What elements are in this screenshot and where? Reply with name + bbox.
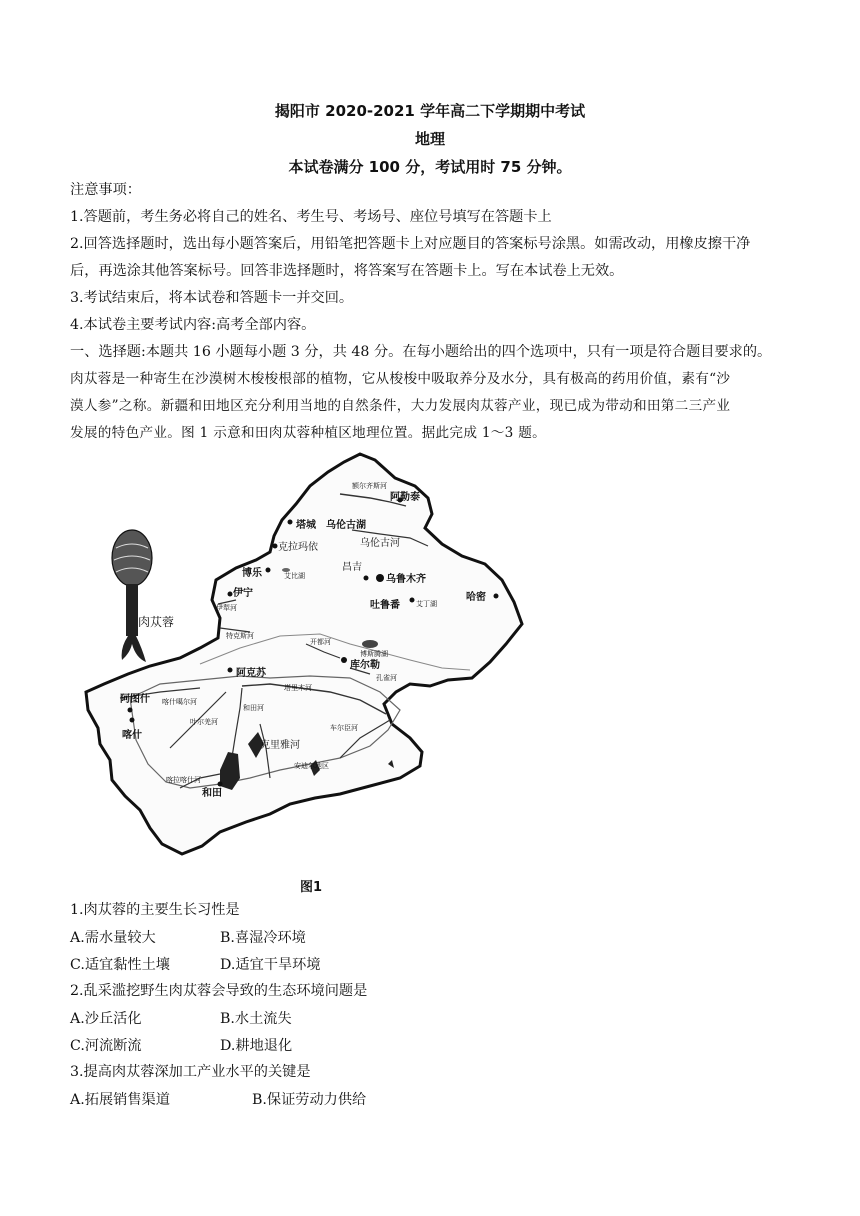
label-karakash: 喀拉喀什河 — [166, 776, 201, 784]
label-andier: 安迪尔地区 — [294, 762, 329, 770]
label-aletai: 阿勒泰 — [390, 492, 420, 503]
label-yili: 伊犁河 — [216, 604, 237, 612]
label-atushi: 阿图什 — [120, 694, 150, 705]
label-kongque: 孔雀河 — [376, 674, 397, 682]
label-aksu: 阿克苏 — [236, 668, 266, 679]
label-urumqi: 乌鲁木齐 — [386, 574, 426, 585]
note-1: 1.答题前，考生务必将自己的姓名、考生号、考场号、座位号填写在答题卡上 — [70, 209, 552, 225]
q3-stem: 3.提高肉苁蓉深加工产业水平的关键是 — [70, 1064, 311, 1080]
label-tekes: 特克斯河 — [226, 632, 254, 640]
q1-option-a: A.需水量较大 — [70, 930, 156, 946]
passage-line-2: 漠人参”之称。新疆和田地区充分利用当地的自然条件，大力发展肉苁蓉产业，现已成为带动和田第二三产业 — [70, 398, 731, 414]
q1-option-c: C.适宜黏性土壤 — [70, 957, 170, 973]
q1-option-d: D.适宜干旱环境 — [220, 957, 321, 973]
q3-option-a: A.拓展销售渠道 — [70, 1092, 170, 1108]
xinjiang-boundary — [86, 454, 522, 854]
q2-option-a: A.沙丘活化 — [70, 1011, 142, 1027]
q1-stem: 1.肉苁蓉的主要生长习性是 — [70, 902, 240, 918]
label-kashgar-river: 喀什噶尔河 — [162, 698, 197, 706]
label-changji: 昌吉 — [342, 562, 362, 573]
q2-stem: 2.乱采滥挖野生肉苁蓉会导致的生态环境问题是 — [70, 983, 368, 999]
q2-option-d: D.耕地退化 — [220, 1038, 293, 1054]
label-korla: 库尔勒 — [350, 660, 380, 671]
note-4: 4.本试卷主要考试内容:高考全部内容。 — [70, 317, 316, 333]
label-aiding: 艾丁湖 — [416, 600, 437, 608]
label-hotan-river: 和田河 — [243, 704, 264, 712]
q1-option-b: B.喜湿冷环境 — [220, 930, 306, 946]
label-keriya: 克里雅河 — [260, 740, 300, 751]
label-bole: 博乐 — [242, 568, 262, 579]
label-aibi: 艾比湖 — [284, 572, 305, 580]
plant-label: 肉苁蓉 — [138, 615, 175, 629]
note-2-line-2: 后，再选涂其他答案标号。回答非选择题时，将答案写在答题卡上。写在本试卷上无效。 — [70, 263, 624, 279]
exam-title: 揭阳市 2020-2021 学年高二下学期期中考试 — [274, 102, 586, 120]
label-kaidu: 开都河 — [310, 638, 331, 646]
label-wulungu-river: 乌伦古河 — [360, 538, 400, 549]
label-ergis: 额尔齐斯河 — [352, 482, 387, 490]
label-bosten: 博斯腾湖 — [360, 650, 388, 658]
cistanche-plant-illustration — [112, 530, 174, 662]
section-heading: 一、选择题:本题共 16 小题每小题 3 分，共 48 分。在每小题给出的四个选项中，只有一项是符合题目要求的。 — [70, 344, 772, 360]
label-yarkand: 叶尔羌河 — [190, 718, 218, 726]
q2-option-b: B.水土流失 — [220, 1011, 292, 1027]
label-hotan: 和田 — [202, 788, 222, 799]
passage-line-1: 肉苁蓉是一种寄生在沙漠树木梭梭根部的植物，它从梭梭中吸取养分及水分，具有极高的药用价值，素有“沙 — [70, 371, 731, 387]
exam-subject: 地理 — [414, 130, 445, 148]
xinjiang-map — [70, 448, 570, 868]
label-wulungu-lake: 乌伦古湖 — [326, 520, 366, 531]
notes-heading: 注意事项： — [70, 182, 141, 198]
exam-info: 本试卷满分 100 分，考试用时 75 分钟。 — [288, 158, 572, 176]
label-hami: 哈密 — [466, 592, 486, 603]
label-turpan: 吐鲁番 — [370, 600, 400, 611]
q2-option-c: C.河流断流 — [70, 1038, 142, 1054]
q3-option-b: B.保证劳动力供给 — [252, 1092, 367, 1108]
label-cherchen: 车尔臣河 — [330, 724, 358, 732]
note-2-line-1: 2.回答选择题时，选出每小题答案后，用铅笔把答题卡上对应题目的答案标号涂黑。如需改动，用橡皮擦干净 — [70, 236, 751, 252]
note-3: 3.考试结束后，将本试卷和答题卡一并交回。 — [70, 290, 354, 306]
label-kashgar: 喀什 — [122, 730, 142, 741]
label-tacheng: 塔城 — [296, 520, 316, 531]
label-tarim: 塔里木河 — [284, 684, 312, 692]
passage-line-3: 发展的特色产业。图 1 示意和田肉苁蓉种植区地理位置。据此完成 1～3 题。 — [70, 425, 547, 441]
label-yining: 伊宁 — [233, 588, 253, 599]
figure-caption: 图1 — [300, 880, 323, 895]
label-kelamayi: 克拉玛依 — [278, 542, 318, 553]
